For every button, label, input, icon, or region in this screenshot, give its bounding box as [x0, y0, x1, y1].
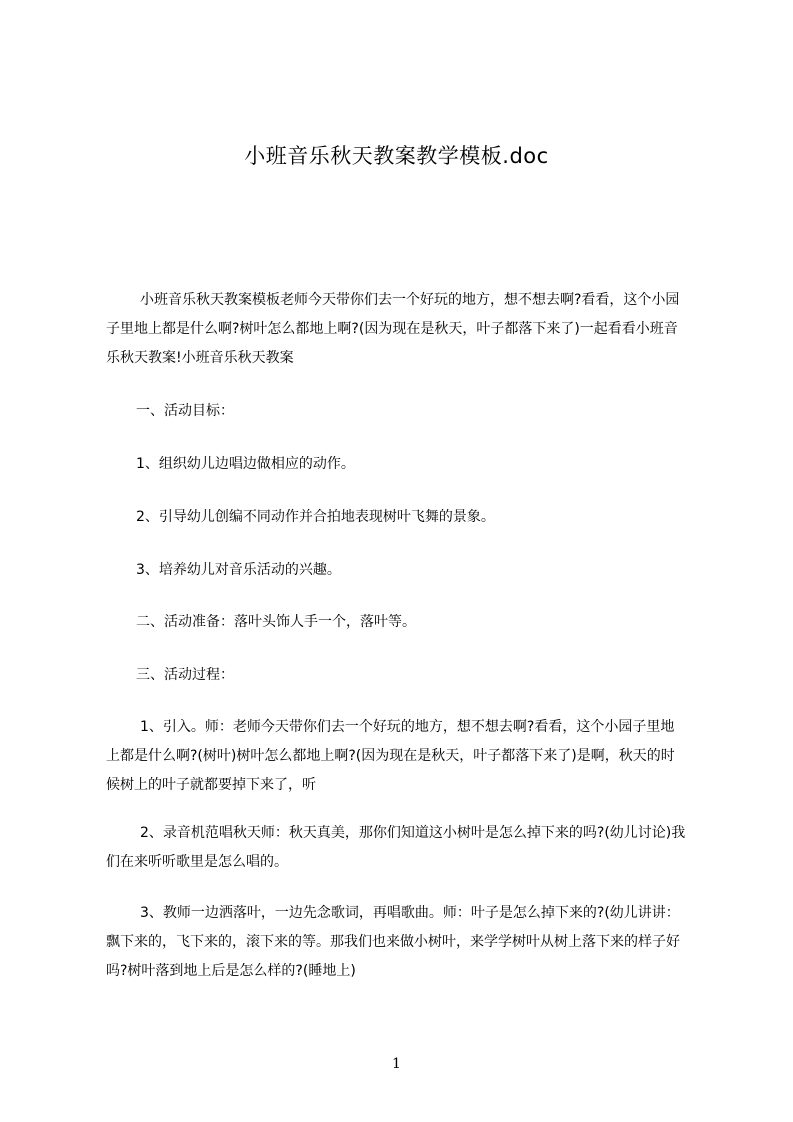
document-title: 小班音乐秋天教案教学模板.doc	[244, 144, 549, 168]
section-heading-goals: 一、活动目标：	[136, 403, 234, 419]
process-step-3: 3、教师一边洒落叶，一边先念歌词，再唱歌曲。师：叶子是怎么掉下来的?(幼儿讲讲：飘下来的，飞下来的，滚下来的等。那我们也来做小树叶，来学学树叶从树上落下来的样子好吗?树叶落到地上后是怎么样的?(睡地上)	[106, 905, 680, 979]
process-step-1: 1、引入。师：老师今天带你们去一个好玩的地方，想不想去啊?看看，这个小园子里地上都是什么啊?(树叶)树叶怎么都地上啊?(因为现在是秋天，叶子都落下来了)是啊，秋天的时候树上的叶子就都要掉下来了，听	[106, 719, 675, 793]
goal-item-2: 2、引导幼儿创编不同动作并合拍地表现树叶飞舞的景象。	[136, 509, 495, 525]
process-step-2: 2、录音机范唱秋天师：秋天真美，那你们知道这小树叶是怎么掉下来的吗?(幼儿讨论)我们在来听听歌里是怎么唱的。	[106, 825, 686, 870]
intro-paragraph: 小班音乐秋天教案模板老师今天带你们去一个好玩的地方，想不想去啊?看看，这个小园子里地上都是什么啊?树叶怎么都地上啊?(因为现在是秋天，叶子都落下来了)一起看看小班音乐秋天教案!小班音乐秋天教案	[106, 292, 680, 366]
page-number: 1	[392, 1056, 401, 1072]
goal-item-3: 3、培养幼儿对音乐活动的兴趣。	[136, 562, 341, 578]
goal-item-1: 1、组织幼儿边唱边做相应的动作。	[136, 456, 355, 472]
section-heading-preparation: 二、活动准备：落叶头饰人手一个，落叶等。	[136, 614, 416, 630]
section-heading-process: 三、活动过程：	[136, 667, 234, 683]
